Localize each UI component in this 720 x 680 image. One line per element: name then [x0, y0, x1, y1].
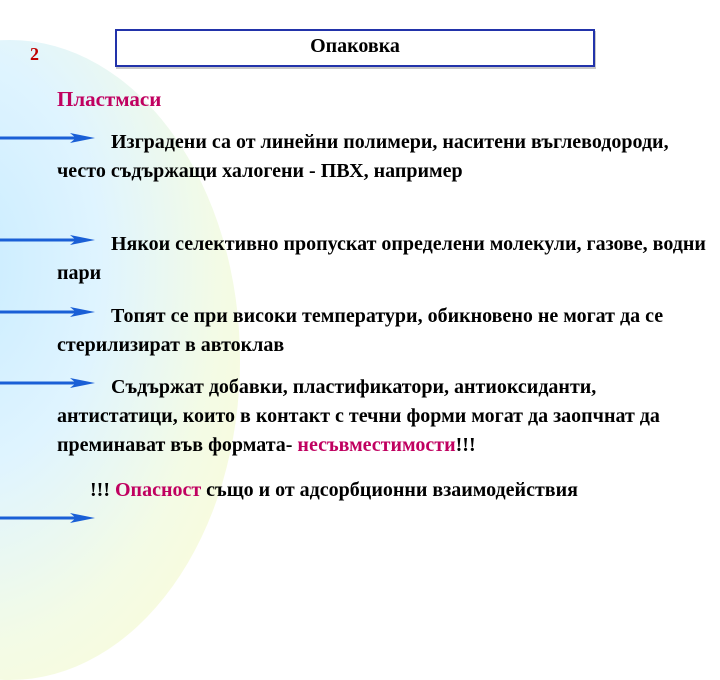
- slide-title: Опаковка: [310, 35, 400, 57]
- list-item-text: Топят се при високи температури, обикновено не могат да се стерилизират в автоклав: [57, 305, 664, 356]
- list-item-text: Съдържат добавки, пластификатори, антиоксиданти, антистатици, които в контакт с течни форми могат да заопчнат да преминават във формата-: [57, 376, 660, 456]
- list-item-text: Някои селективно пропускат определени молекули, газове, водни пари: [57, 233, 706, 284]
- warning-note: [90, 476, 578, 505]
- incompatibility-highlight: несъвместимости: [297, 434, 456, 456]
- arrow-bullet-icon: [0, 512, 95, 524]
- list-item: [57, 373, 707, 460]
- list-item: [57, 230, 707, 288]
- list-item: [57, 128, 707, 186]
- slide-number: 2: [30, 44, 39, 64]
- exclamation-suffix: !!!: [455, 434, 476, 456]
- danger-highlight: Опасност: [114, 479, 202, 501]
- list-item-text: Изградени са от линейни полимери, наситени въглеводороди, често съдържащи халогени - ПВХ, например: [57, 131, 669, 182]
- note-prefix: !!!: [90, 479, 115, 501]
- note-text: също и от адсорбционни взаимодействия: [201, 479, 578, 501]
- title-box: [115, 29, 595, 67]
- section-heading: Пластмаси: [57, 87, 162, 111]
- list-item: [57, 302, 707, 360]
